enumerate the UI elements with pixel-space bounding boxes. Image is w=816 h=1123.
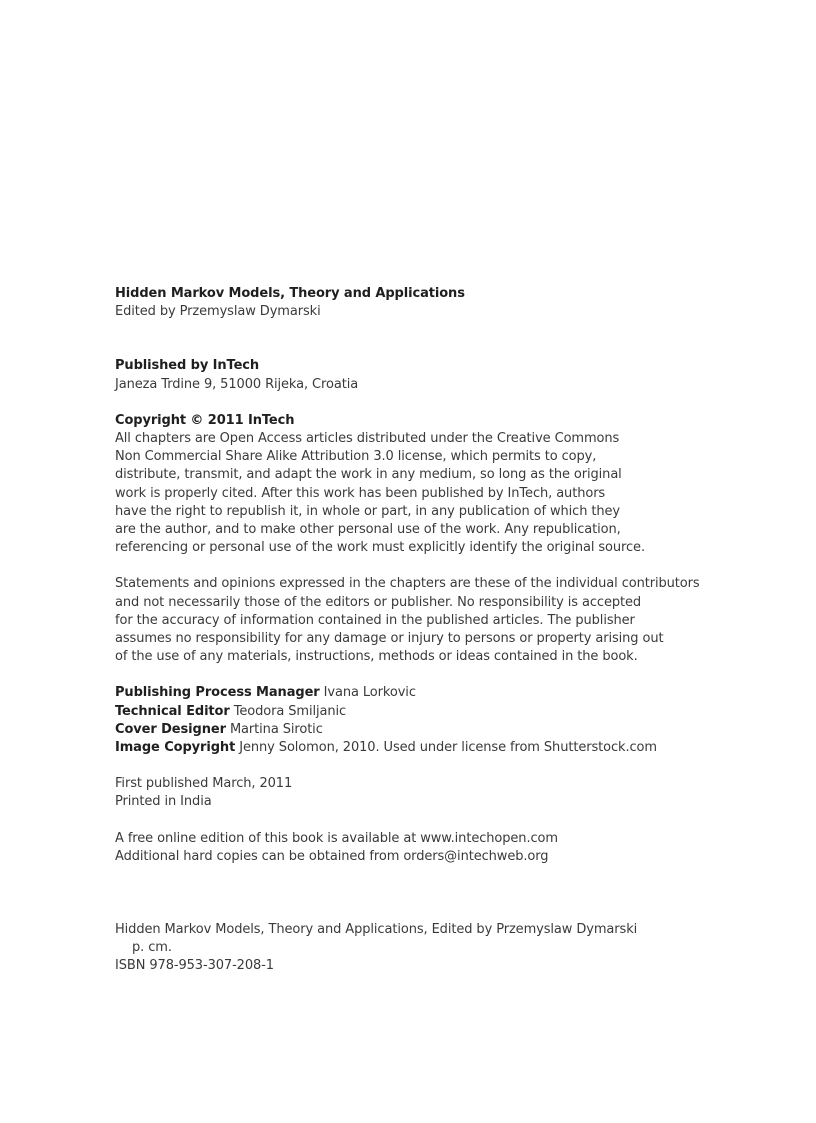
copyright-line: All chapters are Open Access articles distributed under the Creative Commons [115, 431, 620, 447]
copyright-line: are the author, and to make other personal use of the work. Any republication, [115, 522, 621, 538]
disclaimer-block [115, 575, 755, 666]
first-published: First published March, 2011 [115, 776, 293, 792]
availability-block [115, 830, 755, 866]
disclaimer-line: of the use of any materials, instructions, methods or ideas contained in the book. [115, 649, 638, 665]
copyright-line: Non Commercial Share Alike Attribution 3.0 license, which permits to copy, [115, 449, 597, 465]
online-edition: A free online edition of this book is available at www.intechopen.com [115, 830, 558, 846]
catalog-isbn: ISBN 978-953-307-208-1 [115, 958, 274, 974]
copyright-line: work is properly cited. After this work has been published by InTech, authors [115, 485, 606, 501]
catalog-block [115, 921, 755, 976]
catalog-citation: Hidden Markov Models, Theory and Applications, Edited by Przemyslaw Dymarski [115, 922, 638, 938]
publisher-heading: Published by InTech [115, 358, 260, 374]
copyright-line: referencing or personal use of the work must explicitly identify the original source. [115, 540, 645, 556]
credit-name: Teodora Smiljanic [233, 703, 347, 719]
hard-copies: Additional hard copies can be obtained from orders@intechweb.org [115, 848, 549, 864]
title-block [115, 285, 755, 321]
credit-role: Publishing Process Manager [115, 685, 320, 701]
credit-role: Image Copyright [115, 740, 236, 756]
catalog-pages: p. cm. [132, 940, 172, 956]
publisher-block [115, 357, 755, 393]
credit-role: Technical Editor [115, 703, 230, 719]
disclaimer-line: for the accuracy of information contained in the published articles. The publisher [115, 612, 635, 628]
book-editor: Edited by Przemyslaw Dymarski [115, 304, 321, 320]
copyright-heading: Copyright © 2011 InTech [115, 412, 295, 428]
copyright-line: distribute, transmit, and adapt the work in any medium, so long as the original [115, 467, 622, 483]
disclaimer-line: Statements and opinions expressed in the chapters are these of the individual contributors [115, 576, 700, 592]
copyright-block [115, 412, 755, 558]
credit-role: Cover Designer [115, 721, 226, 737]
copyright-line: have the right to republish it, in whole or part, in any publication of which they [115, 503, 621, 519]
printed-in: Printed in India [115, 794, 212, 810]
book-title: Hidden Markov Models, Theory and Applications [115, 286, 465, 301]
credits-block [115, 684, 755, 757]
disclaimer-line: assumes no responsibility for any damage or injury to persons or property arising out [115, 631, 664, 647]
credit-technical-editor [115, 703, 755, 721]
credit-cover-designer [115, 721, 755, 739]
publisher-address: Janeza Trdine 9, 51000 Rijeka, Croatia [115, 376, 359, 392]
disclaimer-line: and not necessarily those of the editors or publisher. No responsibility is accepted [115, 594, 642, 610]
copyright-page [115, 285, 755, 976]
credit-process-manager [115, 684, 755, 702]
credit-name: Jenny Solomon, 2010. Used under license from Shutterstock.com [239, 740, 657, 756]
credit-name: Ivana Lorkovic [323, 685, 416, 701]
credit-image-copyright [115, 739, 755, 757]
credit-name: Martina Sirotic [229, 721, 323, 737]
publication-info-block [115, 775, 755, 811]
